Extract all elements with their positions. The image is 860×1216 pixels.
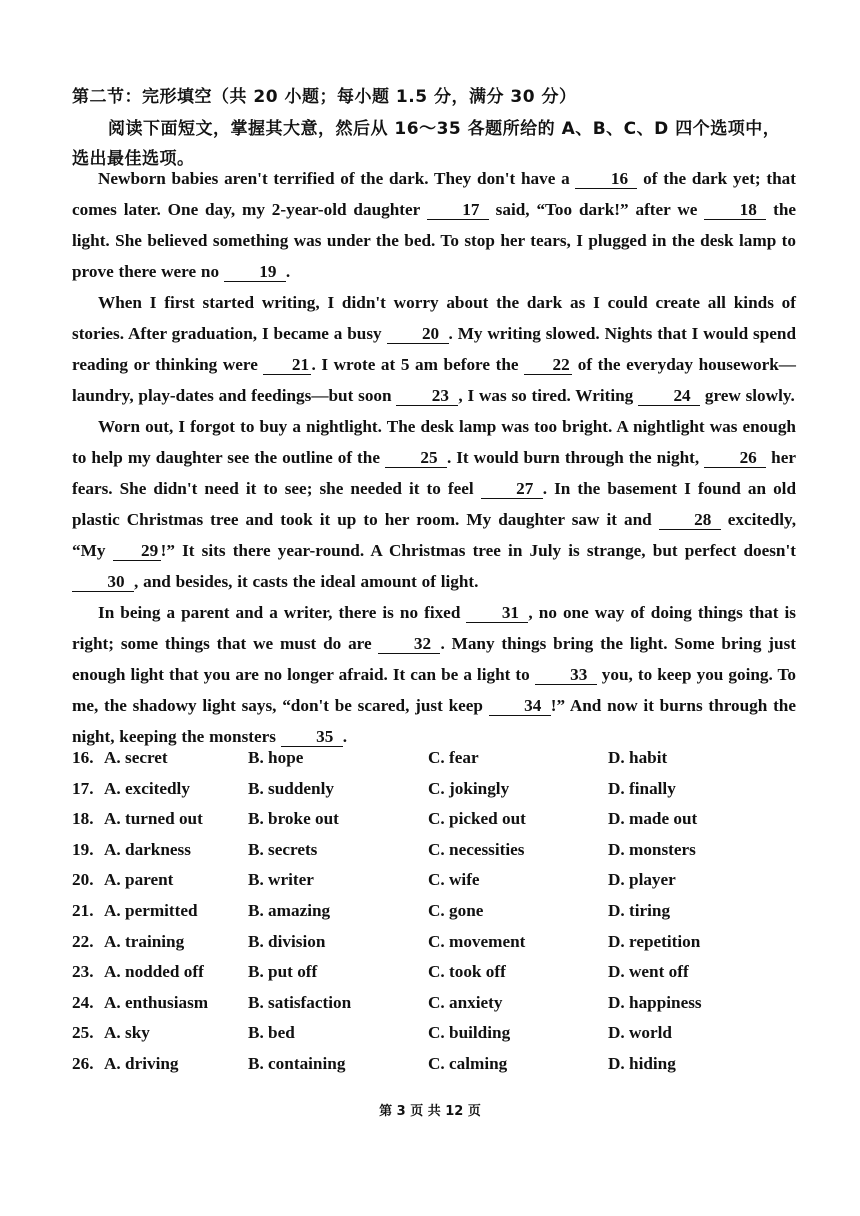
option-c: C. anxiety <box>428 992 503 1012</box>
blank-27: 27 <box>481 480 543 499</box>
question-18-options <box>72 809 792 840</box>
answer-options <box>72 748 792 1085</box>
question-25-options <box>72 1023 792 1054</box>
option-b: B. put off <box>248 962 318 982</box>
paragraph-4: In being a parent and a writer, there is no fixed 31 , no one way of doing things that is right; some things that we must do are 32 . Many things bring the light. Some bring just enough light that you are no longer afraid. It can be a light to 33 you, to keep you going. To me, the shadowy light says, “don't be scared, just keep 34 !” And now it burns through the night, keeping the monsters 35 . <box>72 603 796 746</box>
blank-20: 20 <box>387 325 449 344</box>
question-23-options <box>72 962 792 993</box>
option-a: A. sky <box>104 1023 150 1043</box>
option-b: B. bed <box>248 1023 295 1043</box>
page-number: 第 3 页 共 12 页 <box>379 1104 481 1119</box>
question-number: 25. <box>72 1023 94 1043</box>
paragraph-2: When I first started writing, I didn't worry about the dark as I could create all kinds of stories. After graduation, I became a busy 20 . My writing slowed. Nights that I would spend reading or thinking were 21 . I wrote at 5 am before the 22 of the everyday housework—laundry, play-dates and feedings—but soon 23 , I was so tired. Writing 24 grew slowly. <box>72 293 796 405</box>
option-b: B. amazing <box>248 900 331 920</box>
option-a: A. nodded off <box>104 962 204 982</box>
option-d: D. went off <box>608 962 689 982</box>
blank-30: 30 <box>72 573 134 592</box>
question-number: 17. <box>72 778 94 798</box>
blank-17: 17 <box>427 201 489 220</box>
option-a: A. secret <box>104 748 168 767</box>
option-b: B. broke out <box>248 809 339 829</box>
blank-25: 25 <box>385 449 447 468</box>
option-b: B. suddenly <box>248 778 334 798</box>
option-c: C. picked out <box>428 809 526 829</box>
option-b: B. secrets <box>248 839 318 859</box>
question-number: 20. <box>72 870 94 890</box>
blank-34: 34 <box>489 697 551 716</box>
option-a: A. enthusiasm <box>104 992 209 1012</box>
blank-32: 32 <box>378 635 440 654</box>
option-a: A. training <box>104 931 185 951</box>
question-number: 22. <box>72 931 94 951</box>
option-c: C. necessities <box>428 839 525 859</box>
option-b: B. writer <box>248 870 314 890</box>
question-19-options <box>72 840 792 871</box>
option-c: C. jokingly <box>428 778 510 798</box>
option-a: A. excitedly <box>104 778 190 798</box>
option-c: C. wife <box>428 870 480 890</box>
option-d: D. world <box>608 1023 672 1043</box>
section-title: 第二节：完形填空（共 20 小题；每小题 1.5 分，满分 30 分） <box>72 87 577 107</box>
blank-21: 21 <box>263 356 311 375</box>
paragraph-3: Worn out, I forgot to buy a nightlight. The desk lamp was too bright. A nightlight was enough to help my daughter see the outline of the 25 . It would burn through the night, 26 her fears. She didn't need it to see; she needed it to feel 27 . In the basement I found an old plastic Christmas tree and took it up to her room. My daughter saw it and 28 excitedly, “My 29 !” It sits there year-round. A Christmas tree in July is strange, but perfect doesn't 30 , and besides, it casts the ideal amount of light. <box>72 417 796 591</box>
option-c: C. gone <box>428 900 484 920</box>
option-d: D. finally <box>608 778 676 798</box>
option-c: C. building <box>428 1023 511 1043</box>
blank-33: 33 <box>535 666 597 685</box>
option-d: D. monsters <box>608 839 696 859</box>
option-b: B. hope <box>248 748 304 767</box>
question-21-options <box>72 901 792 932</box>
question-number: 19. <box>72 839 94 859</box>
blank-31: 31 <box>466 604 528 623</box>
option-d: D. made out <box>608 809 698 829</box>
option-d: D. tiring <box>608 900 671 920</box>
question-number: 18. <box>72 809 94 829</box>
question-number: 16. <box>72 748 94 767</box>
option-b: B. division <box>248 931 326 951</box>
option-d: D. player <box>608 870 676 890</box>
blank-28: 28 <box>659 511 721 530</box>
option-a: A. turned out <box>104 809 203 829</box>
question-number: 24. <box>72 992 94 1012</box>
question-20-options <box>72 870 792 901</box>
option-a: A. permitted <box>104 900 198 920</box>
blank-23: 23 <box>396 387 458 406</box>
option-d: D. habit <box>608 748 668 767</box>
option-d: D. repetition <box>608 931 701 951</box>
blank-35: 35 <box>281 728 343 747</box>
question-22-options <box>72 932 792 963</box>
option-d: D. happiness <box>608 992 702 1012</box>
question-17-options <box>72 779 792 810</box>
blank-29: 29 <box>113 542 161 561</box>
question-number: 26. <box>72 1053 94 1073</box>
question-26-options <box>72 1054 792 1085</box>
option-b: B. satisfaction <box>248 992 352 1012</box>
blank-19: 19 <box>224 263 286 282</box>
option-a: A. driving <box>104 1053 179 1073</box>
option-a: A. darkness <box>104 839 191 859</box>
option-c: C. took off <box>428 962 506 982</box>
question-number: 21. <box>72 900 94 920</box>
option-b: B. containing <box>248 1053 346 1073</box>
instruction-text: 阅读下面短文，掌握其大意，然后从 16～35 各题所给的 A、B、C、D 四个选项中，选出最佳选项。 <box>72 119 781 169</box>
option-c: C. calming <box>428 1053 508 1073</box>
paragraph-1: Newborn babies aren't terrified of the dark. They don't have a 16 of the dark yet; that comes later. One day, my 2-year-old daughter 17 said, “Too dark!” after we 18 the light. She believed something was under the bed. To stop her tears, I plugged in the desk lamp to prove there were no 19 . <box>72 169 797 281</box>
blank-24: 24 <box>638 387 700 406</box>
option-c: C. fear <box>428 748 479 767</box>
question-16-options <box>72 748 792 779</box>
cloze-passage <box>72 163 796 752</box>
blank-18: 18 <box>704 201 766 220</box>
blank-26: 26 <box>704 449 766 468</box>
blank-16: 16 <box>575 170 637 189</box>
option-c: C. movement <box>428 931 526 951</box>
blank-22: 22 <box>524 356 572 375</box>
option-d: D. hiding <box>608 1053 676 1073</box>
question-number: 23. <box>72 962 94 982</box>
question-24-options <box>72 993 792 1024</box>
option-a: A. parent <box>104 870 174 890</box>
